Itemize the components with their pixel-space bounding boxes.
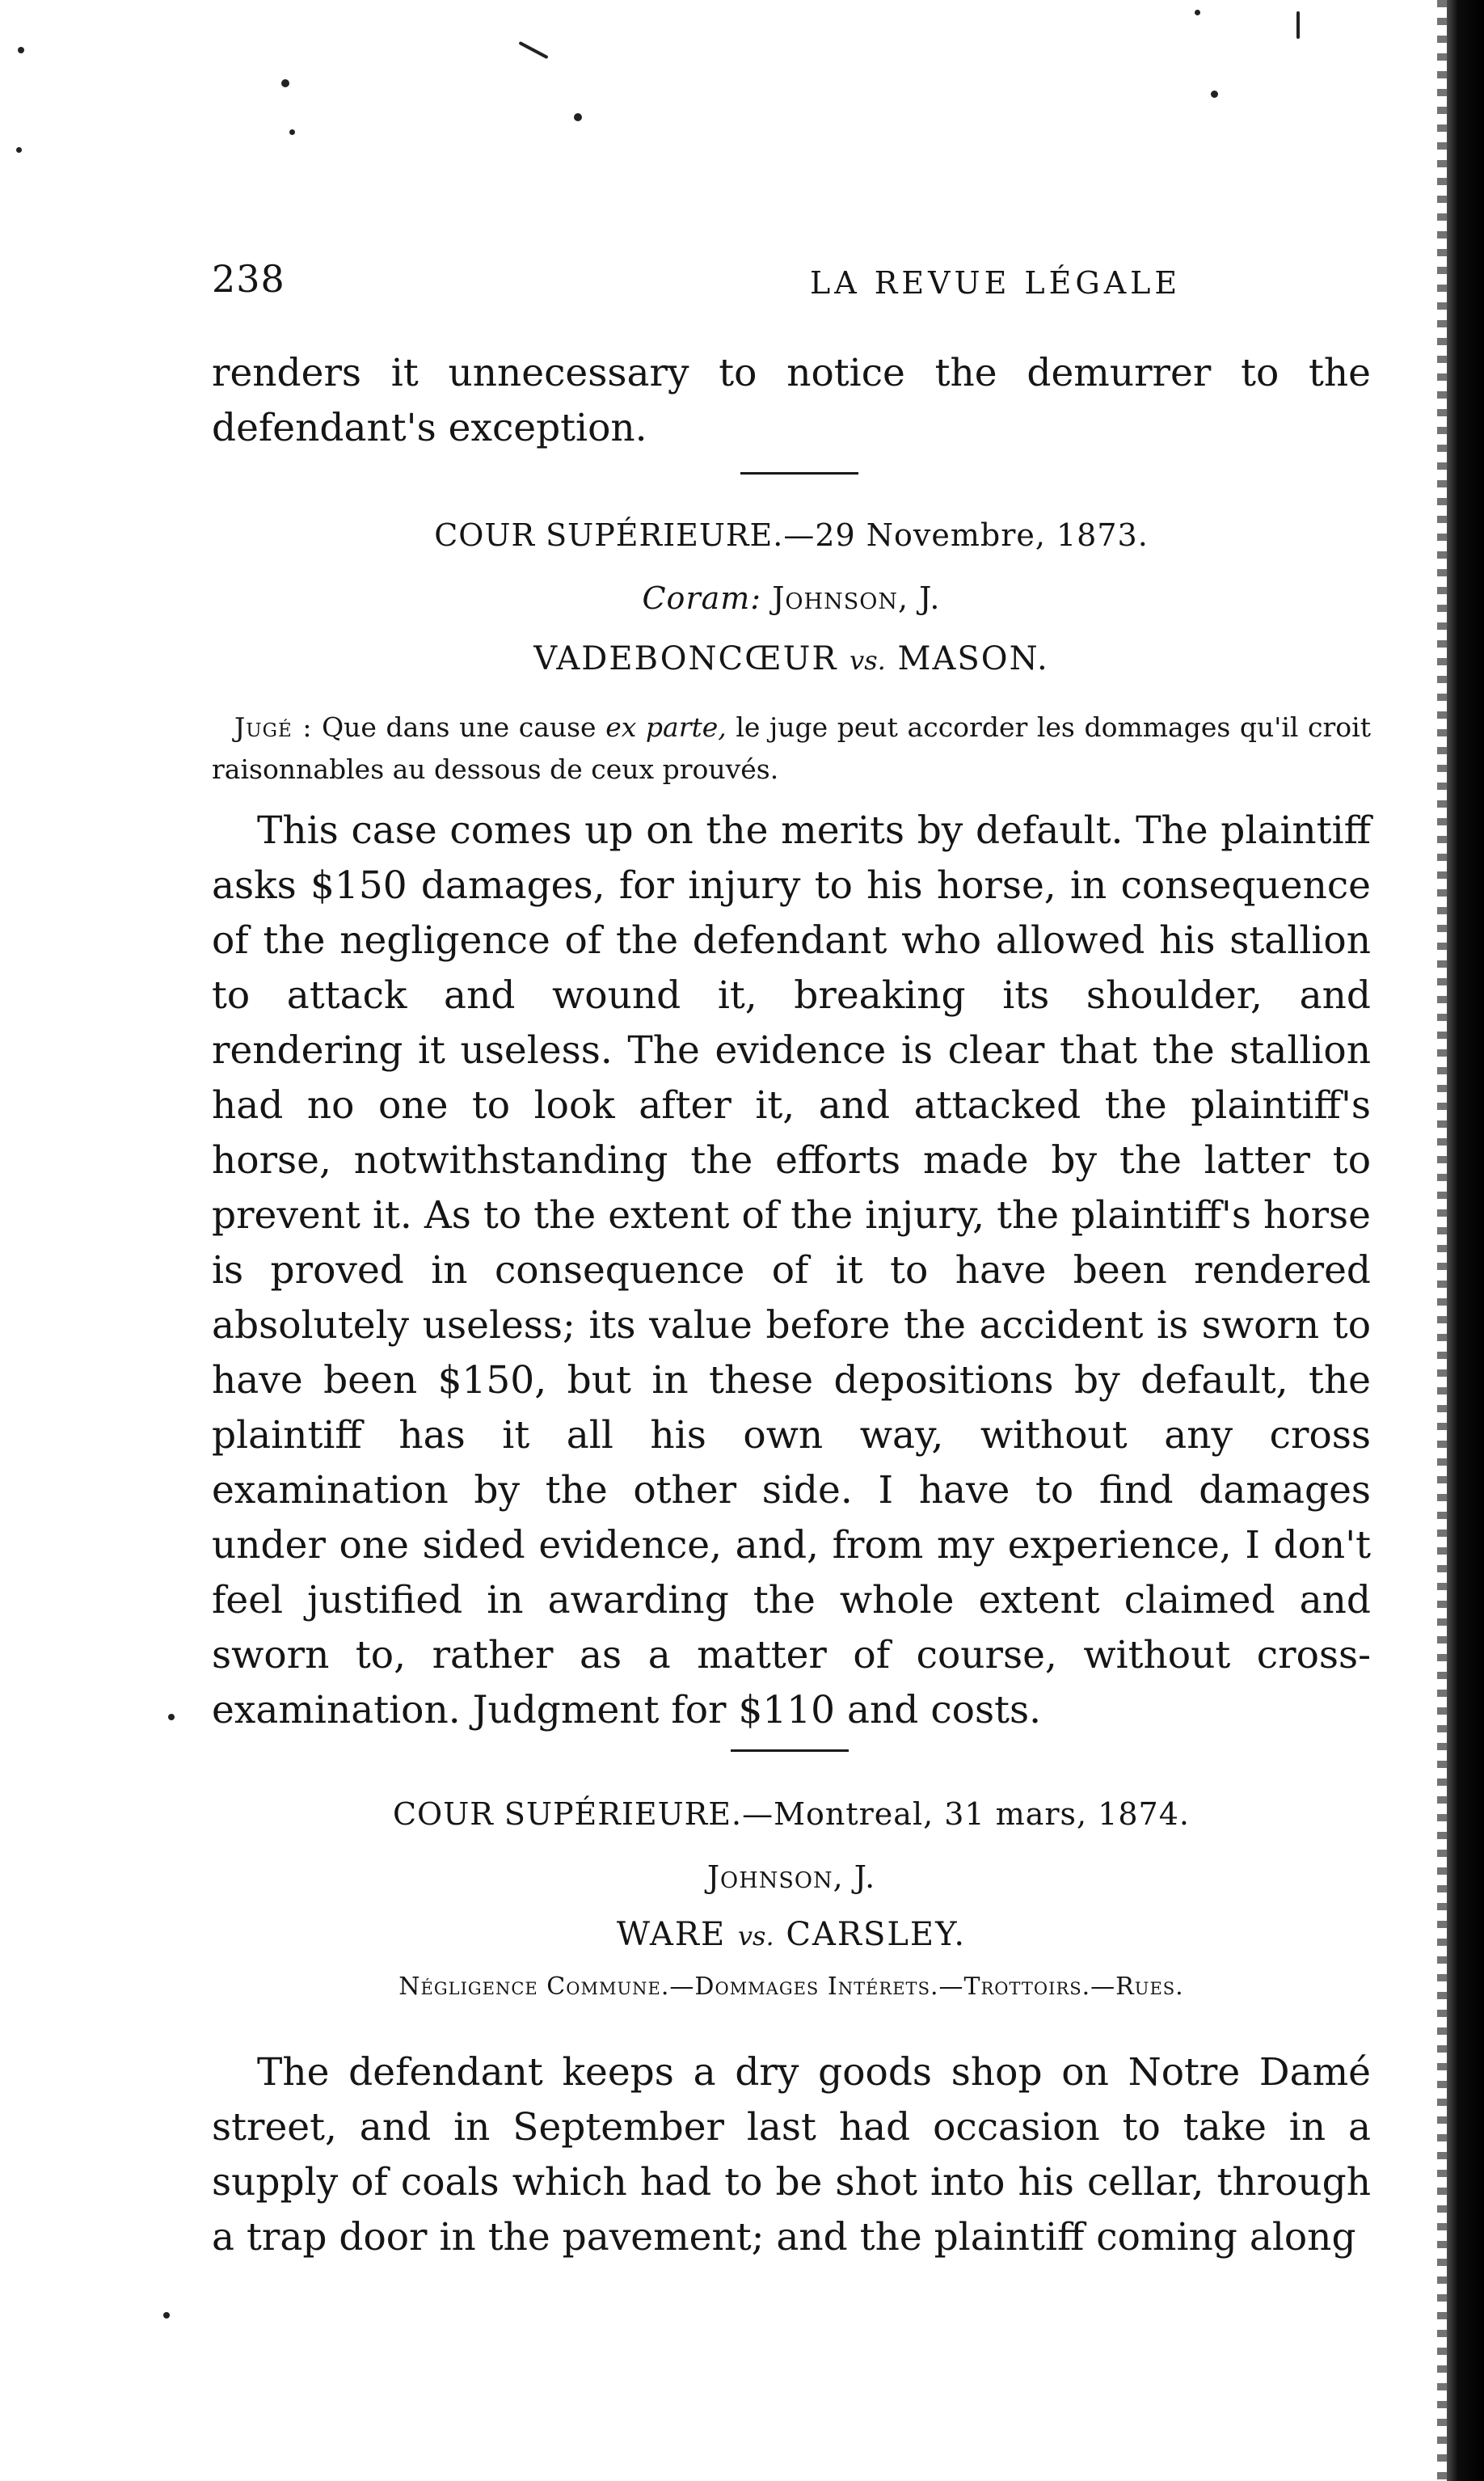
case1-court-line: COUR SUPÉRIEURE.—29 Novembre, 1873. bbox=[434, 517, 1149, 553]
case2-judge: Johnson, J. bbox=[706, 1859, 876, 1895]
headnote-text-before: Que dans une cause bbox=[322, 711, 597, 743]
case2-title bbox=[212, 1916, 1371, 1953]
ink-speck bbox=[518, 41, 548, 59]
page-number: 238 bbox=[212, 257, 285, 301]
case2-defendant: CARSLEY. bbox=[786, 1916, 967, 1953]
case2-vs: vs. bbox=[737, 1921, 774, 1951]
ink-speck bbox=[16, 147, 22, 153]
headnote-italic: ex parte, bbox=[605, 711, 727, 743]
case1-headnote bbox=[212, 707, 1371, 791]
page-header bbox=[212, 257, 1376, 314]
case1-plaintiff: VADEBONCŒUR bbox=[533, 640, 838, 677]
case2-body-paragraph: The defendant keeps a dry goods shop on Notre Damé street, and in September last had occasion to take in a supply of coals which had to be shot into his cellar, through a trap door in the pavement; and the plaintiff coming along bbox=[212, 2050, 1371, 2259]
ink-speck bbox=[574, 113, 582, 121]
continuation-paragraph: renders it unnecessary to notice the demurrer to the defendant's exception. bbox=[212, 351, 1371, 450]
case2-judge-line bbox=[212, 1859, 1371, 1895]
ink-speck bbox=[281, 79, 289, 87]
case1-body-paragraph: This case comes up on the merits by default. The plaintiff asks $150 damages, for injury to his horse, in consequence of the negligence of the defendant who allowed his stallion to attack and wound it, breaking its shoulder, and rendering it useless. The evidence is clear that the stallion had no one to look after it, and attacked the plaintiff's horse, notwithstanding the efforts made by the latter to prevent it. As to the extent of the injury, the plaintiff's horse is proved in consequence of it to have been rendered absolutely useless; its value before the accident is sworn to have been $150, but in these depositions by default, the plaintiff has it all his own way, without any cross examination by the other side. I have to find damages under one sided evidence, and, from my experience, I don't feel justified in awarding the whole extent claimed and sworn to, rather as a matter of course, without cross-examination. Judgment for $110 and costs. bbox=[212, 808, 1371, 1732]
ink-speck bbox=[18, 47, 24, 53]
headnote-text-after: le juge peut accorder les dommages qu'il croit raisonnables au dessous de ceux prouvés. bbox=[212, 711, 1371, 785]
case2-plaintiff: WARE bbox=[616, 1916, 727, 1953]
case1-defendant: MASON. bbox=[897, 640, 1049, 677]
section-rule bbox=[740, 472, 858, 475]
case1-judge: Johnson, J. bbox=[772, 580, 941, 616]
ink-speck bbox=[1296, 11, 1300, 39]
juge-label: Jugé : bbox=[234, 711, 313, 743]
book-spine-shadow bbox=[1447, 0, 1484, 2481]
ink-speck bbox=[168, 1714, 175, 1720]
coram-label: Coram: bbox=[642, 580, 762, 616]
case1-judge-line bbox=[212, 580, 1371, 616]
case1-title bbox=[212, 640, 1371, 677]
case2-court-line: COUR SUPÉRIEURE.—Montreal, 31 mars, 1874. bbox=[392, 1796, 1190, 1832]
ink-speck bbox=[163, 2312, 170, 2319]
ink-speck bbox=[1195, 10, 1200, 15]
case2-keywords: Négligence Commune.—Dommages Intérets.—Trottoirs.—Rues. bbox=[398, 1973, 1184, 2001]
ink-speck bbox=[289, 129, 295, 135]
case1-vs: vs. bbox=[850, 645, 886, 676]
section-rule bbox=[731, 1749, 849, 1752]
ink-speck bbox=[1211, 91, 1218, 98]
running-head: LA REVUE LÉGALE bbox=[810, 265, 1182, 301]
